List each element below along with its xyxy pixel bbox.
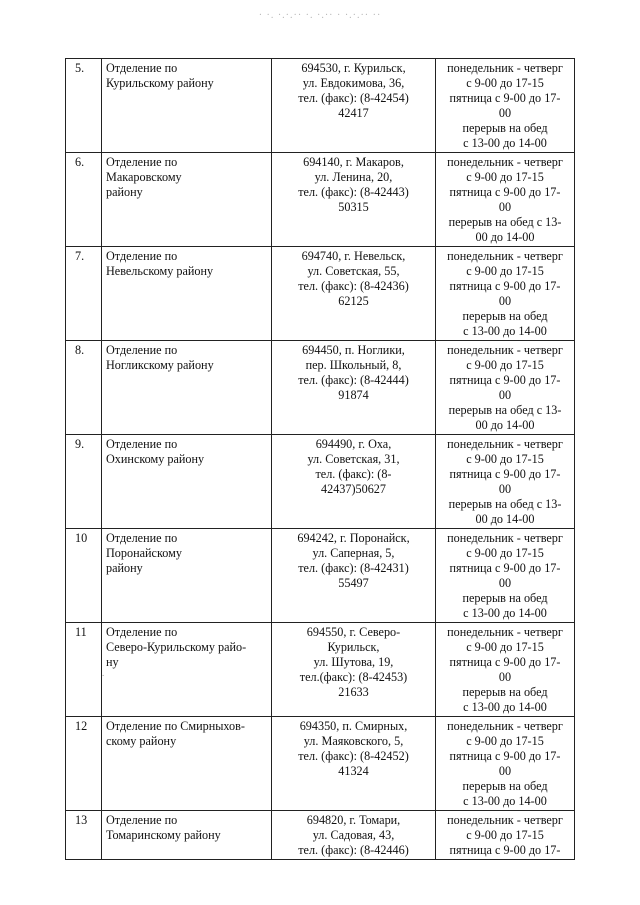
hours-line: понедельник - четверг [447, 719, 563, 733]
hours-line: перерыв на обед [462, 779, 548, 793]
faint-header-text: · ·. ·.·.·· ·. ·.·· · ·.·.·· ·· [258, 10, 382, 21]
office-name-line: ну [106, 655, 119, 669]
office-hours [436, 529, 575, 623]
office-hours [436, 341, 575, 435]
row-number [66, 529, 102, 623]
row-number-text: 5. [75, 61, 85, 75]
address-line: 694550, г. Северо- [306, 625, 401, 639]
hours-line: с 13-00 до 14-00 [463, 606, 547, 620]
office-name [102, 341, 272, 435]
hours-line: с 9-00 до 17-15 [466, 734, 544, 748]
hours-line: с 9-00 до 17-15 [466, 640, 544, 654]
table-row [66, 623, 575, 717]
office-address [272, 59, 436, 153]
hours-line: понедельник - четверг [447, 155, 563, 169]
row-number [66, 153, 102, 247]
address-line: тел. (факс): (8-42452) [298, 749, 409, 763]
address-line: тел. (факс): (8-42444) [298, 373, 409, 387]
address-line: тел. (факс): (8-42446) [298, 843, 409, 857]
office-name-line: Отделение по [106, 813, 178, 827]
office-name-line: Охинскому району [106, 452, 205, 466]
address-line: 41324 [338, 764, 369, 778]
hours-line: 00 до 14-00 [475, 418, 535, 432]
address-line: 21633 [338, 685, 369, 699]
table-row [66, 529, 575, 623]
address-line: 694450, п. Ноглики, [302, 343, 405, 357]
address-line: тел. (факс): (8-42454) [298, 91, 409, 105]
address-line: 42437)50627 [321, 482, 386, 496]
address-line: ул. Советская, 31, [307, 452, 400, 466]
hours-line: с 9-00 до 17-15 [466, 76, 544, 90]
office-name [102, 623, 272, 717]
address-line: 42417 [338, 106, 369, 120]
address-line: ул. Шутова, 19, [313, 655, 394, 669]
row-number-text: 6. [75, 155, 85, 169]
row-number-text: 10 [75, 531, 88, 545]
office-name-line: Отделение по [106, 61, 178, 75]
office-address [272, 623, 436, 717]
hours-line: понедельник - четверг [447, 437, 563, 451]
hours-line: пятница с 9-00 до 17- [449, 843, 561, 857]
office-name [102, 247, 272, 341]
hours-line: с 9-00 до 17-15 [466, 358, 544, 372]
hours-line: 00 до 14-00 [475, 512, 535, 526]
address-line: пер. Школьный, 8, [305, 358, 402, 372]
table-row [66, 435, 575, 529]
hours-line: перерыв на обед с 13- [448, 497, 562, 511]
address-line: 694140, г. Макаров, [303, 155, 404, 169]
office-name [102, 153, 272, 247]
hours-line: пятница с 9-00 до 17- [449, 279, 561, 293]
office-name-line: Отделение по [106, 437, 178, 451]
office-name-line: Отделение по [106, 249, 178, 263]
office-name-line: Томаринскому району [106, 828, 221, 842]
row-number [66, 59, 102, 153]
hours-line: пятница с 9-00 до 17- [449, 655, 561, 669]
office-name-line: Отделение по [106, 531, 178, 545]
hours-line: с 9-00 до 17-15 [466, 828, 544, 842]
row-number [66, 435, 102, 529]
office-name-line: скому району [106, 734, 177, 748]
hours-line: пятница с 9-00 до 17- [449, 185, 561, 199]
office-hours [436, 717, 575, 811]
office-hours [436, 623, 575, 717]
address-line: ул. Ленина, 20, [314, 170, 393, 184]
hours-line: перерыв на обед [462, 591, 548, 605]
hours-line: понедельник - четверг [447, 343, 563, 357]
address-line: 694242, г. Поронайск, [297, 531, 410, 545]
office-address [272, 811, 436, 860]
address-line: ул. Саперная, 5, [312, 546, 395, 560]
hours-line: 00 [498, 106, 512, 120]
hours-line: с 13-00 до 14-00 [463, 794, 547, 808]
row-number-text: 12 [75, 719, 88, 733]
table-row [66, 153, 575, 247]
hours-line: понедельник - четверг [447, 625, 563, 639]
table-row [66, 59, 575, 153]
address-line: 91874 [338, 388, 369, 402]
scan-speck: . [102, 668, 105, 678]
hours-line: с 9-00 до 17-15 [466, 546, 544, 560]
address-line: 50315 [338, 200, 369, 214]
office-name-line: Невельскому району [106, 264, 214, 278]
hours-line: понедельник - четверг [447, 61, 563, 75]
office-address [272, 529, 436, 623]
table-row [66, 341, 575, 435]
hours-line: 00 [498, 670, 512, 684]
office-name-line: Северо-Курильскому райо- [106, 640, 247, 654]
office-hours [436, 811, 575, 860]
address-line: тел. (факс): (8- [315, 467, 392, 481]
office-name-line: Отделение по [106, 625, 178, 639]
office-name [102, 717, 272, 811]
address-line: 55497 [338, 576, 369, 590]
row-number [66, 341, 102, 435]
hours-line: 00 [498, 388, 512, 402]
address-line: 694490, г. Оха, [315, 437, 392, 451]
address-line: ул. Советская, 55, [307, 264, 400, 278]
office-name-line: Отделение по [106, 155, 178, 169]
address-line: 694820, г. Томари, [306, 813, 401, 827]
row-number [66, 717, 102, 811]
address-line: ул. Евдокимова, 36, [302, 76, 405, 90]
address-line: ул. Садовая, 43, [312, 828, 395, 842]
office-name [102, 435, 272, 529]
hours-line: пятница с 9-00 до 17- [449, 467, 561, 481]
office-address [272, 247, 436, 341]
table-row [66, 811, 575, 860]
address-line: тел. (факс): (8-42443) [298, 185, 409, 199]
hours-line: перерыв на обед [462, 685, 548, 699]
hours-line: перерыв на обед [462, 121, 548, 135]
office-name-line: Макаровскому [106, 170, 182, 184]
office-name [102, 59, 272, 153]
address-line: 694740, г. Невельск, [301, 249, 406, 263]
office-hours [436, 435, 575, 529]
hours-line: понедельник - четверг [447, 813, 563, 827]
row-number [66, 623, 105, 717]
office-hours [436, 59, 575, 153]
hours-line: с 9-00 до 17-15 [466, 170, 544, 184]
row-number-text: 8. [75, 343, 85, 357]
hours-line: 00 [498, 576, 512, 590]
hours-line: перерыв на обед с 13- [448, 403, 562, 417]
hours-line: с 13-00 до 14-00 [463, 700, 547, 714]
office-hours [436, 153, 575, 247]
hours-line: понедельник - четверг [447, 531, 563, 545]
hours-line: с 9-00 до 17-15 [466, 264, 544, 278]
office-hours [436, 247, 575, 341]
address-line: 694350, п. Смирных, [299, 719, 408, 733]
hours-line: перерыв на обед с 13- [448, 215, 562, 229]
address-line: тел. (факс): (8-42436) [298, 279, 409, 293]
address-line: тел. (факс): (8-42431) [298, 561, 409, 575]
hours-line: понедельник - четверг [447, 249, 563, 263]
hours-line: перерыв на обед [462, 309, 548, 323]
hours-line: с 13-00 до 14-00 [463, 324, 547, 338]
address-line: ул. Маяковского, 5, [303, 734, 404, 748]
hours-line: 00 [498, 764, 512, 778]
address-line: тел.(факс): (8-42453) [299, 670, 408, 684]
hours-line: пятница с 9-00 до 17- [449, 91, 561, 105]
offices-table-body [66, 59, 575, 860]
table-row [66, 717, 575, 811]
office-name-line: Курильскому району [106, 76, 214, 90]
office-name [102, 529, 272, 623]
address-line: 62125 [338, 294, 369, 308]
row-number-text: 7. [75, 249, 85, 263]
office-address [272, 153, 436, 247]
row-number-text: 9. [75, 437, 85, 451]
office-name-line: Ногликскому району [106, 358, 214, 372]
hours-line: пятница с 9-00 до 17- [449, 749, 561, 763]
table-row [66, 247, 575, 341]
hours-line: 00 [498, 294, 512, 308]
offices-table [65, 58, 575, 860]
row-number [66, 811, 102, 860]
hours-line: с 13-00 до 14-00 [463, 136, 547, 150]
hours-line: с 9-00 до 17-15 [466, 452, 544, 466]
office-name-line: району [106, 561, 143, 575]
row-number-text: 11 [75, 625, 87, 639]
office-name-line: Поронайскому [106, 546, 182, 560]
address-line: 694530, г. Курильск, [301, 61, 406, 75]
office-address [272, 435, 436, 529]
hours-line: 00 [498, 200, 512, 214]
hours-line: 00 до 14-00 [475, 230, 535, 244]
office-name-line: Отделение по [106, 343, 178, 357]
office-name-line: району [106, 185, 143, 199]
office-name-line: Отделение по Смирныхов- [106, 719, 245, 733]
office-address [272, 341, 436, 435]
hours-line: пятница с 9-00 до 17- [449, 561, 561, 575]
address-line: Курильск, [327, 640, 380, 654]
hours-line: пятница с 9-00 до 17- [449, 373, 561, 387]
office-name [102, 811, 272, 860]
office-address [272, 717, 436, 811]
row-number [66, 247, 102, 341]
hours-line: 00 [498, 482, 512, 496]
row-number-text: 13 [75, 813, 88, 827]
